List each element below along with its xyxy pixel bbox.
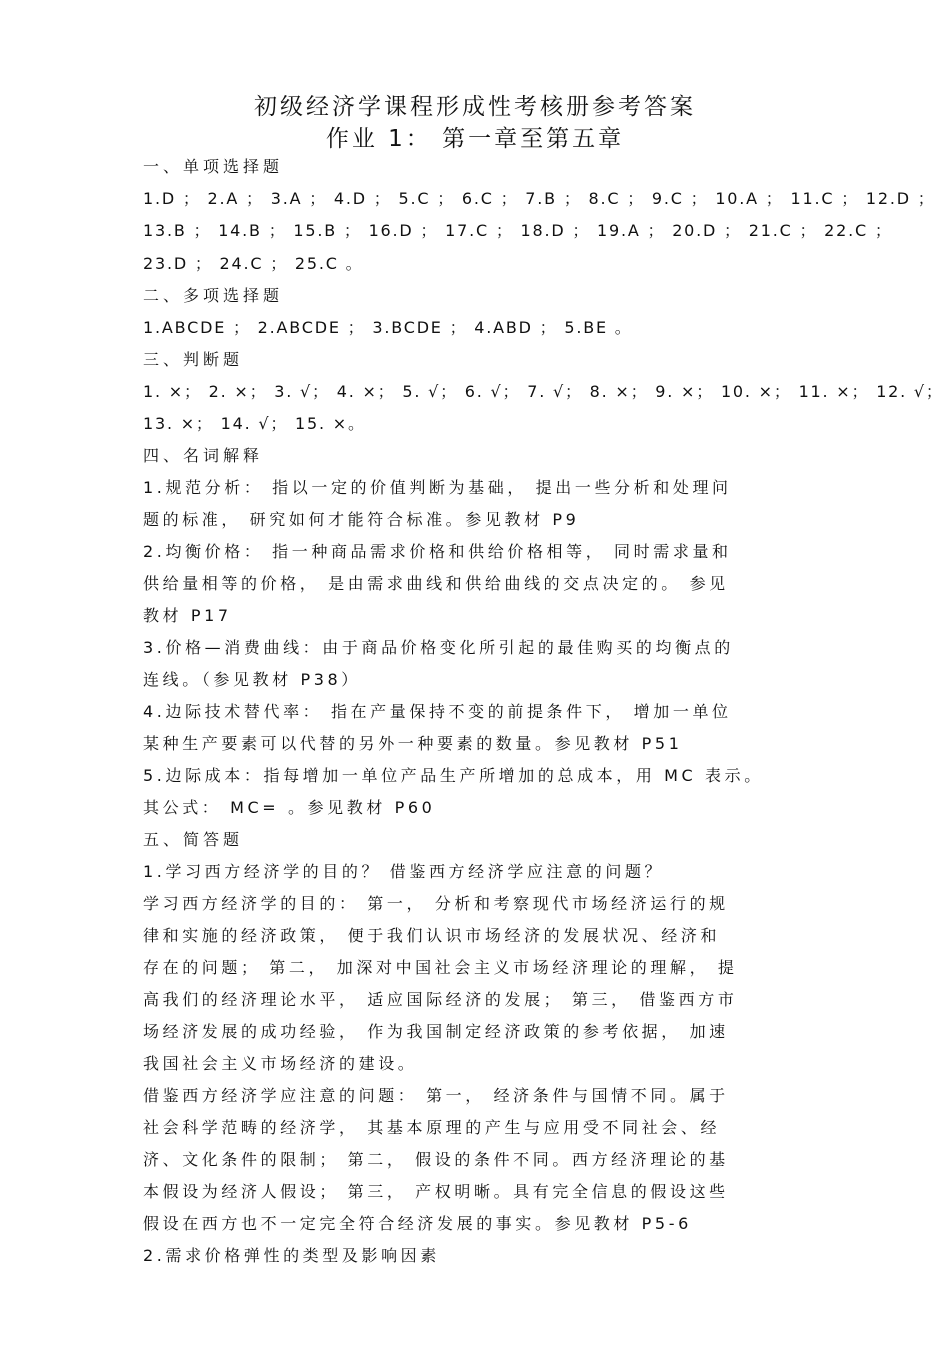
- paragraph-line: 济、文化条件的限制； 第二， 假设的条件不同。西方经济理论的基: [143, 1150, 729, 1169]
- paragraph-line: 5.边际成本：指每增加一单位产品生产所增加的总成本，用 MC 表示。: [143, 766, 764, 785]
- answer-line: 1.ABCDE ； 2.ABCDE ； 3.BCDE ； 4.ABD ； 5.BE 。: [143, 318, 633, 337]
- section-heading-terms: 四、名词解释: [143, 446, 264, 465]
- answer-line: 1. ×； 2. ×； 3. √； 4. ×； 5. √； 6. √； 7. √； 8. ×； 9. ×； 10. ×； 11. ×； 12. √；: [143, 382, 944, 401]
- paragraph-line: 场经济发展的成功经验， 作为我国制定经济政策的参考依据， 加速: [143, 1022, 729, 1041]
- paragraph-line: 存在的问题； 第二， 加深对中国社会主义市场经济理论的理解， 提: [143, 958, 738, 977]
- answer-line: 13. ×； 14. √； 15. ×。: [143, 414, 366, 433]
- paragraph-line: 其公式： MC= 。参见教材 P60: [143, 798, 436, 817]
- paragraph-line: 1.规范分析： 指以一定的价值判断为基础， 提出一些分析和处理问: [143, 478, 732, 497]
- section-heading-single-choice: 一、单项选择题: [143, 157, 284, 176]
- paragraph-line: 我国社会主义市场经济的建设。: [143, 1054, 418, 1073]
- paragraph-line: 借鉴西方经济学应注意的问题： 第一， 经济条件与国情不同。属于: [143, 1086, 729, 1105]
- answer-line: 13.B ； 14.B ； 15.B ； 16.D ； 17.C ； 18.D ； 19.A ； 20.D ； 21.C ； 22.C ；: [143, 221, 893, 240]
- paragraph-line: 供给量相等的价格， 是由需求曲线和供给曲线的交点决定的。 参见: [143, 574, 729, 593]
- paragraph-line: 2.均衡价格： 指一种商品需求价格和供给价格相等， 同时需求量和: [143, 542, 732, 561]
- section-heading-true-false: 三、判断题: [143, 350, 244, 369]
- answer-line: 23.D ； 24.C ； 25.C 。: [143, 254, 364, 273]
- document-title: 初级经济学课程形成性考核册参考答案: [254, 94, 696, 120]
- paragraph-line: 假设在西方也不一定完全符合经济发展的事实。参见教材 P5-6: [143, 1214, 692, 1233]
- paragraph-line: 社会科学范畴的经济学， 其基本原理的产生与应用受不同社会、经: [143, 1118, 721, 1137]
- section-heading-short-answer: 五、简答题: [143, 830, 244, 849]
- paragraph-line: 本假设为经济人假设； 第三， 产权明晰。具有完全信息的假设这些: [143, 1182, 729, 1201]
- answer-line: 1.D ； 2.A ； 3.A ； 4.D ； 5.C ； 6.C ； 7.B ； 8.C ； 9.C ； 10.A ； 11.C ； 12.D ；: [143, 189, 936, 208]
- paragraph-line: 3.价格—消费曲线：由于商品价格变化所引起的最佳购买的均衡点的: [143, 638, 734, 657]
- question-line: 1.学习西方经济学的目的？ 借鉴西方经济学应注意的问题？: [143, 862, 665, 881]
- paragraph-line: 教材 P17: [143, 606, 232, 625]
- paragraph-line: 连线。（参见教材 P38）: [143, 670, 361, 689]
- paragraph-line: 学习西方经济学的目的： 第一， 分析和考察现代市场经济运行的规: [143, 894, 729, 913]
- document-subtitle: 作业 1： 第一章至第五章: [325, 126, 625, 152]
- section-heading-multiple-choice: 二、多项选择题: [143, 286, 284, 305]
- paragraph-line: 4.边际技术替代率： 指在产量保持不变的前提条件下， 增加一单位: [143, 702, 732, 721]
- paragraph-line: 题的标准， 研究如何才能符合标准。参见教材 P9: [143, 510, 580, 529]
- paragraph-line: 某种生产要素可以代替的另外一种要素的数量。参见教材 P51: [143, 734, 683, 753]
- paragraph-line: 高我们的经济理论水平， 适应国际经济的发展； 第三， 借鉴西方市: [143, 990, 738, 1009]
- question-line: 2.需求价格弹性的类型及影响因素: [143, 1246, 440, 1265]
- paragraph-line: 律和实施的经济政策， 便于我们认识市场经济的发展状况、经济和: [143, 926, 721, 945]
